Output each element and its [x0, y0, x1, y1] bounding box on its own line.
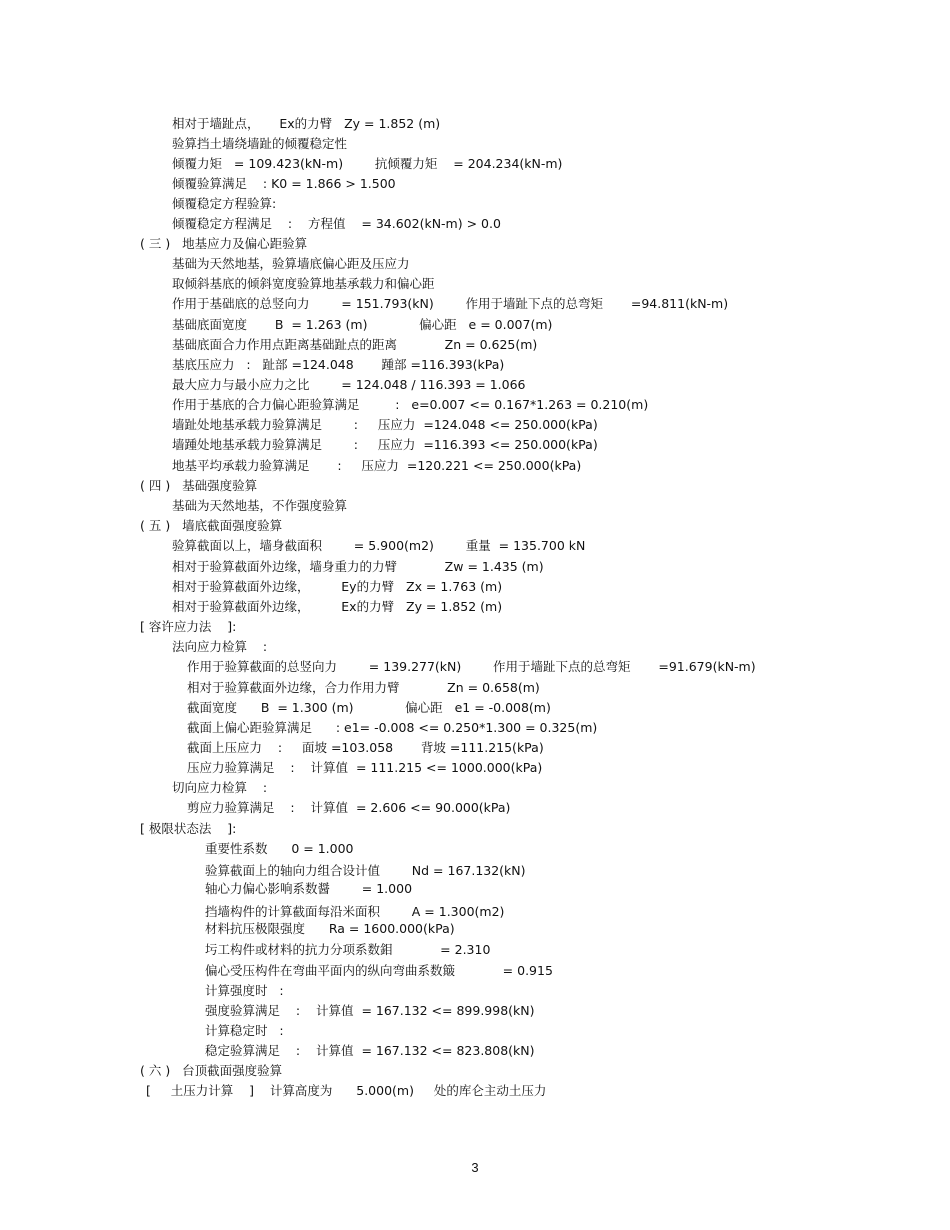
- text-line: 计算强度时 :: [205, 983, 284, 998]
- text-line: 验算截面以上，墙身截面积 = 5.900(m2) 重量 = 135.700 kN: [172, 538, 586, 553]
- text-line: 截面上压应力 : 面坡 =103.058 背坡 =111.215(kPa): [187, 740, 544, 755]
- text-line: 截面上偏心距验算满足 : e1= -0.008 <= 0.250*1.300 = 0.325(m): [187, 720, 598, 735]
- text-line: 稳定验算满足 : 计算值 = 167.132 <= 823.808(kN): [205, 1043, 535, 1058]
- text-line: 倾覆稳定方程满足 : 方程值 = 34.602(kN-m) > 0.0: [172, 216, 501, 231]
- text-line: 轴心力偏心影响系数醤 = 1.000: [205, 881, 413, 896]
- text-line: 材料抗压极限强度 Ra = 1600.000(kPa): [205, 921, 455, 936]
- text-line: 作用于基底的合力偏心距验算满足 : e=0.007 <= 0.167*1.263 = 0.210(m): [172, 397, 649, 412]
- text-line: 地基平均承载力验算满足 : 压应力 =120.221 <= 250.000(kPa): [172, 458, 582, 473]
- text-line: 剪应力验算满足 : 计算值 = 2.606 <= 90.000(kPa): [187, 800, 511, 815]
- text-line: 基底压应力 : 趾部 =124.048 踵部 =116.393(kPa): [172, 357, 505, 372]
- section-heading: [ 容许应力法 ]:: [140, 619, 237, 634]
- text-line: [ 土压力计算 ] 计算高度为 5.000(m) 处的库仑主动土压力: [146, 1083, 547, 1098]
- text-line: 相对于验算截面外边缘，墙身重力的力臂 Zw = 1.435 (m): [172, 559, 544, 574]
- text-line: 基础为天然地基，验算墙底偏心距及压应力: [172, 256, 410, 271]
- text-line: 取倾斜基底的倾斜宽度验算地基承载力和偏心距: [172, 276, 435, 291]
- text-line: 倾覆力矩 = 109.423(kN-m) 抗倾覆力矩 = 204.234(kN-m): [172, 156, 563, 171]
- text-line: 相对于验算截面外边缘，合力作用力臂 Zn = 0.658(m): [187, 680, 540, 695]
- text-line: 压应力验算满足 : 计算值 = 111.215 <= 1000.000(kPa): [187, 760, 543, 775]
- text-line: 强度验算满足 : 计算值 = 167.132 <= 899.998(kN): [205, 1003, 535, 1018]
- text-line: 墙踵处地基承载力验算满足 : 压应力 =116.393 <= 250.000(kPa): [172, 437, 598, 452]
- text-line: 相对于墙趾点， Ex的力臂 Zy = 1.852 (m): [172, 116, 441, 131]
- text-line: 验算挡土墙绕墙趾的倾覆稳定性: [172, 136, 348, 151]
- text-line: 截面宽度 B = 1.300 (m) 偏心距 e1 = -0.008(m): [187, 700, 551, 715]
- text-line: 作用于验算截面的总竖向力 = 139.277(kN) 作用于墙趾下点的总弯矩 =91.679(kN-m): [187, 659, 756, 674]
- text-line: 验算截面上的轴向力组合设计值 Nd = 167.132(kN): [205, 863, 526, 878]
- section-heading: ( 三 ) 地基应力及偏心距验算: [140, 236, 308, 251]
- page-number: 3: [471, 1160, 479, 1175]
- text-line: 倾覆验算满足 : K0 = 1.866 > 1.500: [172, 176, 396, 191]
- section-heading: ( 四 ) 基础强度验算: [140, 478, 258, 493]
- text-line: 切向应力检算 :: [172, 780, 268, 795]
- text-line: 最大应力与最小应力之比 = 124.048 / 116.393 = 1.066: [172, 377, 526, 392]
- text-line: 法向应力检算 :: [172, 639, 268, 654]
- text-line: 基础底面宽度 B = 1.263 (m) 偏心距 e = 0.007(m): [172, 317, 553, 332]
- section-heading: ( 六 ) 台顶截面强度验算: [140, 1063, 283, 1078]
- text-line: 作用于基础底的总竖向力 = 151.793(kN) 作用于墙趾下点的总弯矩 =94.811(kN-m): [172, 296, 729, 311]
- text-line: 相对于验算截面外边缘， Ey的力臂 Zx = 1.763 (m): [172, 579, 503, 594]
- text-line: 基础底面合力作用点距离基础趾点的距离 Zn = 0.625(m): [172, 337, 538, 352]
- text-line: 圬工构件或材料的抗力分项系数鉬 = 2.310: [205, 942, 491, 957]
- section-heading: ( 五 ) 墙底截面强度验算: [140, 518, 283, 533]
- text-line: 重要性系数 0 = 1.000: [205, 841, 354, 856]
- text-line: 墙趾处地基承载力验算满足 : 压应力 =124.048 <= 250.000(kPa): [172, 417, 598, 432]
- text-line: 挡墙构件的计算截面每沿米面积 A = 1.300(m2): [205, 904, 505, 919]
- text-line: 倾覆稳定方程验算:: [172, 196, 277, 211]
- text-line: 偏心受压构件在弯曲平面内的纵向弯曲系数簸 = 0.915: [205, 963, 553, 978]
- text-line: 计算稳定时 :: [205, 1023, 284, 1038]
- text-line: 基础为天然地基，不作强度验算: [172, 498, 348, 513]
- text-line: 相对于验算截面外边缘， Ex的力臂 Zy = 1.852 (m): [172, 599, 503, 614]
- section-heading: [ 极限状态法 ]:: [140, 821, 237, 836]
